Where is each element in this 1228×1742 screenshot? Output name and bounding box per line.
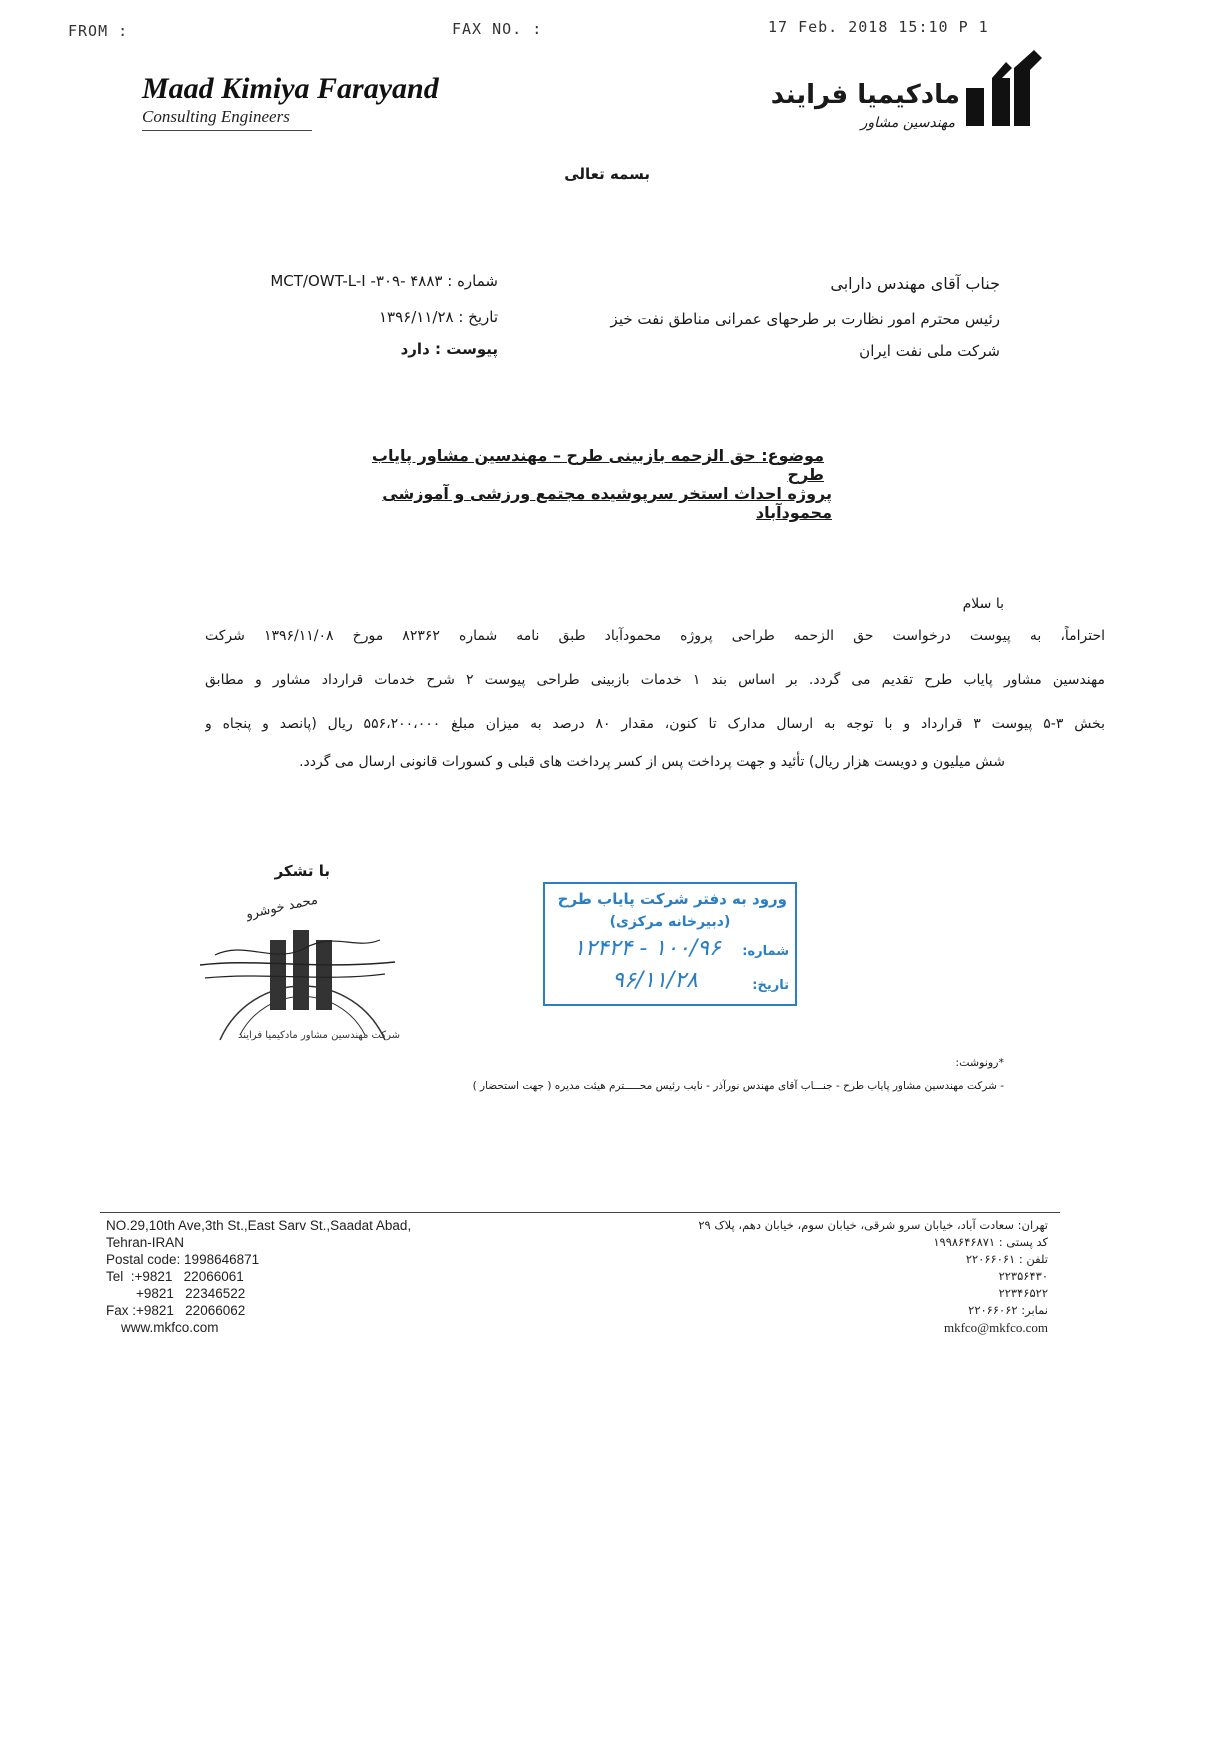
- footer-en-line: NO.29,10th Ave,3th St.,East Sarv St.,Saadat Abad,: [106, 1218, 412, 1233]
- stamp-number-label: شماره:: [742, 944, 789, 959]
- footer-en-line: Tehran-IRAN: [106, 1235, 185, 1250]
- footer-fa-line: ۲۲۳۴۶۵۲۲: [998, 1286, 1048, 1300]
- body-line-1: احتراماً، به پیوست درخواست حق الزحمه طراحی پروژه محمودآباد طبق نامه شماره ۸۲۳۶۲ مورخ ۱۳۹۶/۱۱/۰۸ شرکت: [205, 628, 1105, 644]
- letterhead-underline: [142, 130, 312, 131]
- company-name-en: Maad Kimiya Farayand: [142, 72, 439, 105]
- stamp-date-value: ۹۶/۱۱/۲۸: [612, 968, 698, 993]
- seal-text-bottom: شرکت مهندسین مشاور مادکیمیا فرایند: [237, 1030, 400, 1041]
- company-subtitle-en: Consulting Engineers: [142, 107, 290, 126]
- fax-from: FROM :: [68, 22, 129, 40]
- signer-name: محمد خوشرو: [244, 892, 320, 923]
- footer-fa-line: تهران: سعادت آباد، خیابان سرو شرقی، خیابان سوم، خیابان دهم، پلاک ۲۹: [698, 1218, 1048, 1232]
- body-line-4: شش میلیون و دویست هزار ریال) تأئید و جهت پرداخت پس از کسر پرداخت های قبلی و کسورات قانونی ارسال می گردد.: [299, 754, 1005, 770]
- company-logo-icon: [962, 48, 1044, 128]
- recipient-company: شرکت ملی نفت ایران: [859, 342, 1000, 360]
- basmala: بسمه تعالی: [564, 165, 650, 183]
- letter-date: تاریخ : ۱۳۹۶/۱۱/۲۸: [379, 308, 498, 326]
- body-line-2: مهندسین مشاور پایاب طرح تقدیم می گردد. بر اساس بند ۱ خدمات بازبینی طراحی پیوست ۲ شرح خدمات قرارداد مشاور و مطابق: [205, 672, 1105, 688]
- footer-en-line: Fax :+9821 22066062: [106, 1303, 246, 1318]
- stamp-number-value: ۱۰۰/۹۶ - ۱۲۴۲۴: [573, 936, 721, 961]
- recipient-name: جناب آقای مهندس دارابی: [830, 274, 1000, 293]
- footer-en-line: Tel :+9821 22066061: [106, 1269, 244, 1284]
- footer-fa-line: تلفن : ۲۲۰۶۶۰۶۱: [965, 1252, 1048, 1266]
- fax-date: 17 Feb. 2018 15:10 P 1: [768, 18, 989, 36]
- subject-line-2: پروژه احداث استخر سرپوشیده مجتمع ورزشی و آموزشی محمودآباد: [382, 484, 832, 522]
- letter-attachment: پیوست : دارد: [400, 340, 498, 358]
- stamp-date-label: تاریخ:: [752, 978, 789, 993]
- cc-label: *رونوشت:: [955, 1056, 1004, 1069]
- stamp-subtitle: (دبیرخانه مرکزی): [609, 914, 731, 930]
- body-line-3: بخش ۳-۵ پیوست ۳ قرارداد و با توجه به ارسال مدارک تا کنون، مقدار ۸۰ درصد به میزان مبلغ ۵۵۶،۲۰۰،۰۰۰ ریال (پانصد و پنجاه و: [205, 716, 1105, 732]
- footer-fa-line: کد پستی : ۱۹۹۸۶۴۶۸۷۱: [933, 1235, 1048, 1249]
- letter-number: شماره : ۴۸۸۳ -MCT/OWT-L-I -۳۰۹: [270, 272, 498, 290]
- subject-line-1: موضوع: حق الزحمه بازبینی طرح – مهندسین مشاور پایاب طرح: [371, 446, 824, 484]
- footer-email: mkfco@mkfco.com: [943, 1320, 1048, 1335]
- footer-address-fa: [640, 1217, 1048, 1336]
- footer-en-line: www.mkfco.com: [106, 1320, 219, 1335]
- stamp-title: ورود به دفتر شرکت پایاب طرح: [557, 890, 787, 908]
- footer-en-line: +9821 22346522: [106, 1286, 246, 1301]
- footer-divider: [100, 1212, 1060, 1213]
- cc-line: - شرکت مهندسین مشاور پایاب طرح - جنـــاب آقای مهندس نورآذر - نایب رئیس محـــــترم هیئت مدیره ( جهت استحضار ): [472, 1080, 1004, 1092]
- footer-fa-line: ۲۲۳۵۶۴۳۰: [998, 1269, 1048, 1283]
- greeting: با سلام: [962, 596, 1004, 612]
- footer-fa-line: نمابر: ۲۲۰۶۶۰۶۲: [968, 1303, 1048, 1317]
- company-subtitle-fa: مهندسین مشاور: [860, 115, 955, 131]
- company-name-fa: مادکیمیا فرایند: [770, 80, 960, 110]
- receipt-stamp: [543, 882, 797, 1006]
- signature-thanks: با تشکر: [274, 862, 330, 880]
- footer-en-line: Postal code: 1998646871: [106, 1252, 260, 1267]
- footer-address-en: [106, 1217, 506, 1336]
- recipient-title: رئیس محترم امور نظارت بر طرحهای عمرانی مناطق نفت خیز: [610, 310, 1000, 328]
- fax-number: FAX NO. :: [452, 20, 543, 38]
